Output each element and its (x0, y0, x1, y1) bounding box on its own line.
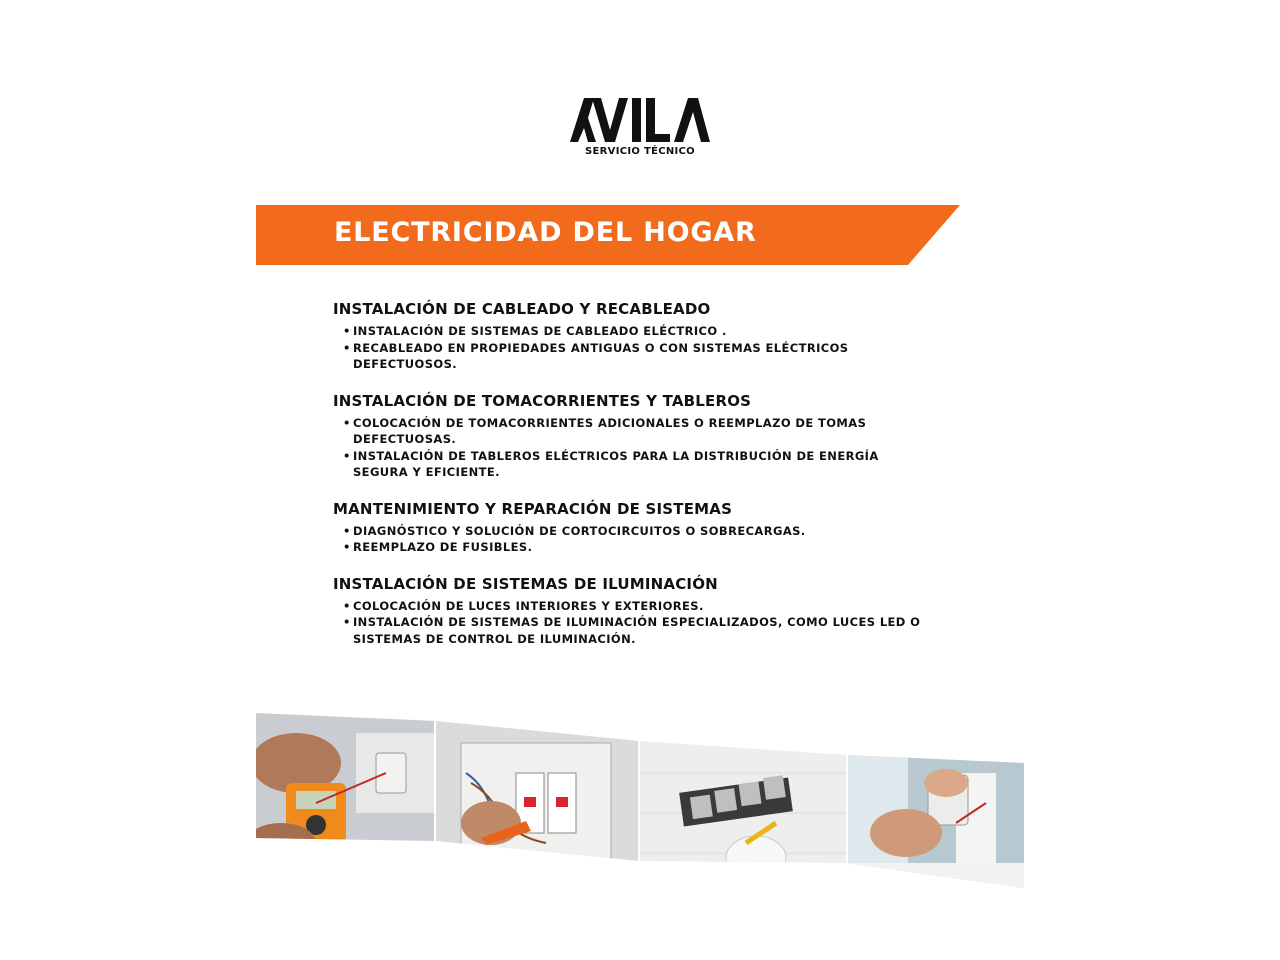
list-item: • INSTALACIÓN DE SISTEMAS DE ILUMINACIÓN ESPECIALIZADOS, COMO LUCES LED O SISTEMAS DE CONTROL DE ILUMINACIÓN. (333, 614, 933, 647)
bullet-list (333, 523, 953, 556)
socket-repair-photo-icon (848, 713, 1024, 888)
title-banner (256, 205, 960, 265)
section-heading: INSTALACIÓN DE TOMACORRIENTES Y TABLEROS (333, 391, 752, 410)
bullet-list (333, 323, 953, 373)
list-item: • DIAGNÓSTICO Y SOLUCIÓN DE CORTOCIRCUITOS O SOBRECARGAS. (333, 523, 933, 540)
list-item: • COLOCACIÓN DE TOMACORRIENTES ADICIONALES O REEMPLAZO DE TOMAS DEFECTUOSAS. (333, 415, 933, 448)
services-content (333, 298, 953, 664)
logo-subtitle: SERVICIO TÉCNICO (585, 146, 695, 157)
section-heading: INSTALACIÓN DE SISTEMAS DE ILUMINACIÓN (333, 574, 718, 593)
list-item: • INSTALACIÓN DE SISTEMAS DE CABLEADO ELÉCTRICO . (333, 323, 933, 340)
section-mantenimiento (333, 498, 953, 556)
list-item: • REEMPLAZO DE FUSIBLES. (333, 539, 933, 556)
brand-logo (560, 96, 720, 157)
list-item: • COLOCACIÓN DE LUCES INTERIORES Y EXTERIORES. (333, 598, 933, 615)
section-heading: MANTENIMIENTO Y REPARACIÓN DE SISTEMAS (333, 499, 733, 518)
section-cableado (333, 298, 953, 373)
banner-title: ELECTRICIDAD DEL HOGAR (334, 217, 757, 248)
multimeter-photo-icon (256, 713, 434, 888)
wall-switch-photo-icon (640, 713, 846, 888)
section-heading: INSTALACIÓN DE CABLEADO Y RECABLEADO (333, 300, 711, 318)
section-tomacorrientes (333, 390, 953, 481)
section-iluminacion (333, 573, 953, 648)
avila-logo-icon (570, 96, 710, 144)
photo-collage (256, 713, 1024, 888)
bullet-list (333, 598, 953, 648)
list-item: • INSTALACIÓN DE TABLEROS ELÉCTRICOS PARA LA DISTRIBUCIÓN DE ENERGÍA SEGURA Y EFICIENTE. (333, 448, 933, 481)
photo-strip (256, 713, 1024, 888)
electrical-panel-photo-icon (436, 713, 638, 888)
list-item: • RECABLEADO EN PROPIEDADES ANTIGUAS O CON SISTEMAS ELÉCTRICOS DEFECTUOSOS. (333, 340, 933, 373)
bullet-list (333, 415, 953, 481)
